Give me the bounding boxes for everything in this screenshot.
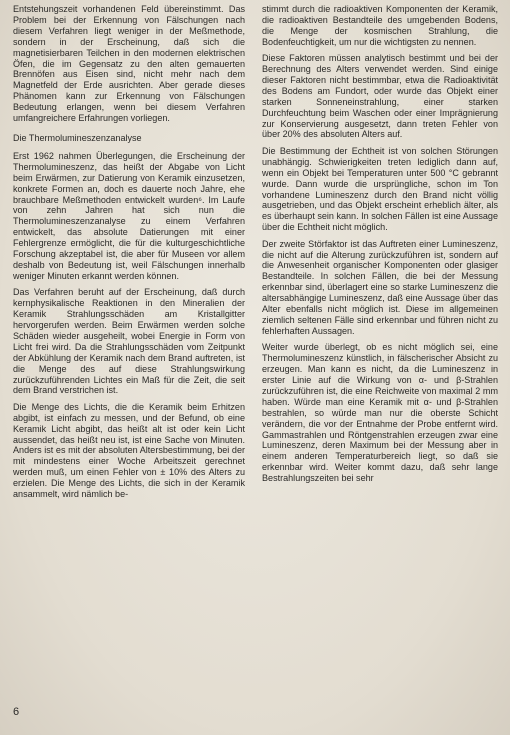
paragraph: Diese Faktoren müssen analytisch bestimmt und bei der Berechnung des Alters verwendet werden. Sind einige dieser Faktoren nicht bestimmbar, etwa die Radioaktivität des Bodens am Fundort, oder wurde das Objekt einer starken Sonneneinstrahlung, einer starken Durchfeuchtung beim Waschen oder einer Imprägnierung zur Konservierung ausgesetzt, dann treten Fehler von über 20% des absoluten Alters auf. (262, 53, 498, 140)
paragraph: Die Menge des Lichts, die die Keramik beim Erhitzen abgibt, ist einfach zu messen, und der Befund, ob eine Keramik Licht abgibt, das heißt alt ist oder kein Licht aussendet, das heißt neu ist, ist eine Sache von Minuten. Anders ist es mit der absoluten Altersbestimmung, bei der mit mindestens einer Woche Arbeitszeit gerechnet werden muß, um einen Fehler von ± 10% des Alters zu erzielen. Die Menge des Lichts, die sich in der Keramik ansammelt, wird nämlich be- (13, 401, 245, 500)
paragraph: Das Verfahren beruht auf der Erscheinung, daß durch kernphysikalische Reaktionen in den Mineralien der Keramik Strahlungsschäden am Kristallgitter hervorgerufen werden. Beim Erwärmen werden solche Schäden wieder ausgeheilt, wobei Energie in Form von Licht frei wird. Da die Strahlungsschäden vom Zeitpunkt der Abkühlung der Keramik nach dem Brand auftreten, ist die Menge des auf diese Strahlungswirkung zurückzuführenden Lichtes ein Maß für die Zeit, die seit dem Brand verstrichen ist. (13, 287, 245, 396)
paragraph: Die Bestimmung der Echtheit ist von solchen Störungen unabhängig. Schwierigkeiten treten lediglich dann auf, wenn ein Objekt bei Temperaturen unter 500 °C gebrannt wurde. Dann wurde die ursprüngliche, schon im Ton vorhandene Lumineszenz durch den Brand nicht völlig ausgetrieben, und das Objekt erscheint erheblich älter, als es überhaupt sein kann. In solchen Fällen ist eine Aussage über die Echtheit nicht möglich. (262, 145, 498, 233)
paragraph: Erst 1962 nahmen Überlegungen, die Erscheinung der Thermolumineszenz, das heißt der Abgabe von Licht beim Erwärmen, zur Datierung von Keramik einzusetzen, konkrete Formen an, doch es dauerte noch Jahre, ehe brauchbare Meßmethoden entwickelt wurden⁶. Im Laufe von zehn Jahren hat sich nun die Thermolumineszenzanalyse zu einem Verfahren entwickelt, das absolute Datierungen mit einer Fehlergrenze ermöglicht, die für die kulturgeschichtliche Forschung akzeptabel ist, die aber für Museen vor allem deshalb von Bedeutung ist, weil Fälschungen innerhalb weniger Minuten erkannt werden können. (13, 150, 245, 281)
left-column (13, 4, 245, 505)
paragraph: Entstehungszeit vorhandenen Feld übereinstimmt. Das Problem bei der Erkennung von Fälschungen nach diesem Verfahren liegt weniger in der Meßmethode, sondern in der Erscheinung, daß sich die magnetisierbaren Teilchen in den modernen elektrischen Öfen, die im Gegensatz zu den alten gemauerten Brennöfen aus Eisen sind, nicht mehr nach dem Magnetfeld der Erde ausrichten. Aber gerade dieses Phänomen kann zur Erkennung von Fälschungen Bedeutung erlangen, wenn bei diesem Verfahren umfangreichere Erfahrungen vorliegen. (13, 4, 245, 124)
paragraph: Der zweite Störfaktor ist das Auftreten einer Lumineszenz, die nicht auf die Alterung zurückzuführen ist, sondern auf die Anwesenheit organischer Komponenten oder glasiger Bestandteile. In solchen Fällen, die bei der Messung erkennbar sind, überlagert eine so starke Lumineszenz die altersabhängige Lumineszenz, daß eine Aussage über das Alter ebenfalls nicht möglich ist. Diese im allgemeinen ziemlich seltenen Fälle sind erkennbar und führen nicht zu fehlerhaften Aussagen. (262, 238, 498, 336)
paragraph: stimmt durch die radioaktiven Komponenten der Keramik, die radioaktiven Bestandteile des umgebenden Bodens, die Menge der kosmischen Strahlung, die Bodenfeuchtigkeit, um nur die wichtigsten zu nennen. (262, 4, 498, 47)
right-column (262, 4, 498, 490)
paragraph: Weiter wurde überlegt, ob es nicht möglich sei, eine Thermolumineszenz künstlich, in fälscherischer Absicht zu erzeugen. Man kann es nicht, da die Lumineszenz in erster Linie auf die Wirkung von α- und β-Strahlen zurückzuführen ist, die eine Reichweite von maximal 2 mm haben. Würde man eine Keramik mit α- und β-Strahlen bestrahlen, so würde man nur die oberste Schicht verändern, die vor der Entnahme der Probe entfernt wird. Gammastrahlen und Röntgenstrahlen erzeugen zwar eine Lumineszenz, deren Maximum bei der Messung aber in einem anderen Temperaturbereich liegt, so daß sie erkennbar wird. Weiter kommt dazu, daß sehr lange Bestrahlungszeiten bei sehr (262, 342, 498, 484)
section-heading: Die Thermolumineszenzanalyse (13, 132, 142, 143)
page-number: 6 (13, 706, 20, 718)
